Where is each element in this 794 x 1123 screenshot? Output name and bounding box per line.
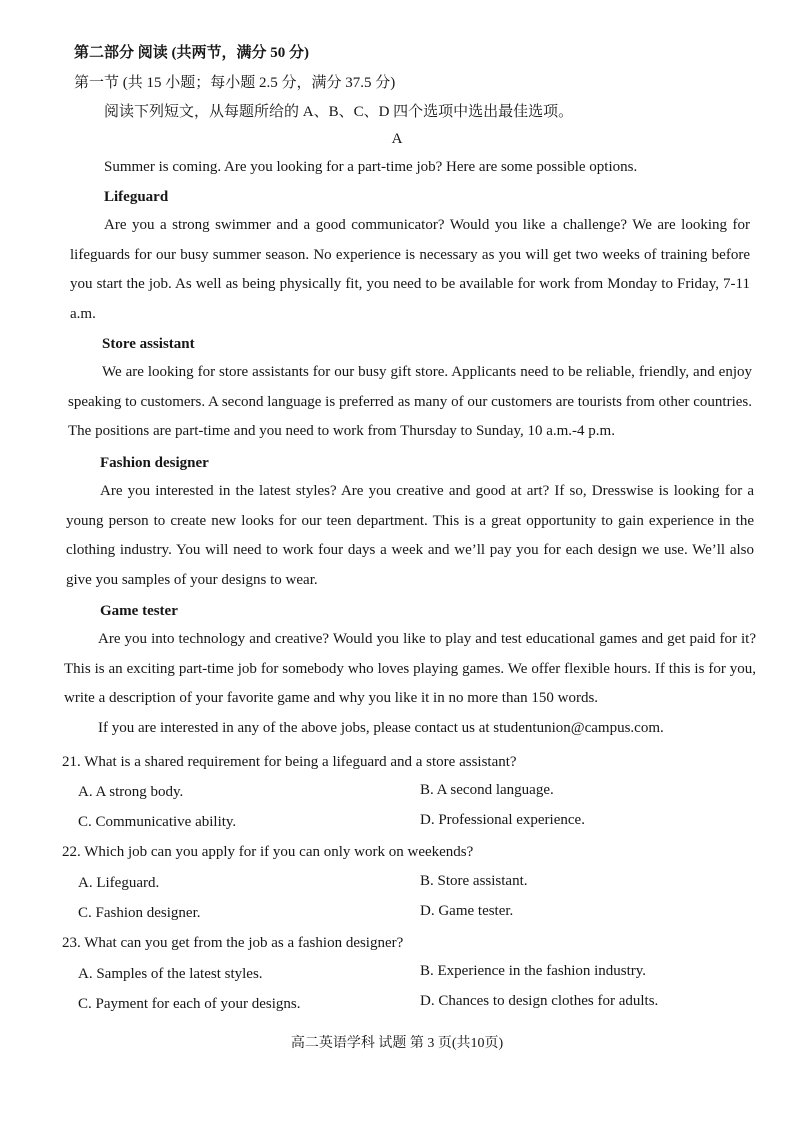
q23-option-d: D. Chances to design clothes for adults. xyxy=(420,993,659,1009)
instructions: 阅读下列短文，从每题所给的 A、B、C、D 四个选项中选出最佳选项。 xyxy=(104,104,574,120)
job-text-fashion-designer: Are you interested in the latest styles? Are you creative and good at art? If so, Dresswise is looking for a young person to create new looks for our teen department. This is a great opportunity to gain experience in the clothing industry. You will need to work four days a week and we’ll pay you for each design we use. We’ll also give you samples of your designs to wear. xyxy=(66,483,754,588)
q22-option-b: B. Store assistant. xyxy=(420,873,528,889)
job-text-lifeguard: Are you a strong swimmer and a good communicator? Would you like a challenge? We are looking for lifeguards for our busy summer season. No experience is necessary as you will get two weeks of training before you start the job. As well as being physically fit, you need to be available for work from Monday to Friday, 7-11 a.m. xyxy=(70,217,750,322)
q23-option-a: A. Samples of the latest styles. xyxy=(78,966,263,982)
passage-intro: Summer is coming. Are you looking for a part-time job? Here are some possible options. xyxy=(104,159,638,175)
question-23: 23. What can you get from the job as a fashion designer? xyxy=(62,935,404,951)
question-21: 21. What is a shared requirement for being a lifeguard and a store assistant? xyxy=(62,754,517,770)
job-title-fashion-designer: Fashion designer xyxy=(100,455,209,471)
job-title-store-assistant: Store assistant xyxy=(102,336,195,352)
q22-option-d: D. Game tester. xyxy=(420,903,514,919)
q23-option-b: B. Experience in the fashion industry. xyxy=(420,963,647,979)
page-footer: 高二英语学科 试题 第 3 页(共10页) xyxy=(290,1036,504,1051)
q21-option-b: B. A second language. xyxy=(420,782,554,798)
job-text-game-tester: Are you into technology and creative? Would you like to play and test educational games and get paid for it? This is an exciting part-time job for somebody who loves playing games. We offer flexible hours. If this is for you, write a description of your favorite game and why you like it in no more than 150 words. xyxy=(64,631,756,706)
job-text-store-assistant: We are looking for store assistants for our busy gift store. Applicants need to be reliable, friendly, and enjoy speaking to customers. A second language is preferred as many of our customers are tourists from other countries. The positions are part-time and you need to work from Thursday to Sunday, 10 a.m.-4 p.m. xyxy=(68,364,752,439)
question-22: 22. Which job can you apply for if you can only work on weekends? xyxy=(62,844,474,860)
q22-option-c: C. Fashion designer. xyxy=(78,905,201,921)
q21-option-d: D. Professional experience. xyxy=(420,812,585,828)
section-header: 第二部分 阅读 (共两节，满分 50 分) xyxy=(74,45,309,61)
subsection-header: 第一节 (共 15 小题；每小题 2.5 分，满分 37.5 分) xyxy=(74,75,396,91)
q22-option-a: A. Lifeguard. xyxy=(78,875,160,891)
q21-option-a: A. A strong body. xyxy=(78,784,184,800)
job-title-game-tester: Game tester xyxy=(100,603,178,619)
contact-line: If you are interested in any of the above jobs, please contact us at studentunion@campus.com. xyxy=(98,720,664,736)
q23-option-c: C. Payment for each of your designs. xyxy=(78,996,301,1012)
passage-label: A xyxy=(391,131,403,147)
job-title-lifeguard: Lifeguard xyxy=(104,189,169,205)
q21-option-c: C. Communicative ability. xyxy=(78,814,237,830)
